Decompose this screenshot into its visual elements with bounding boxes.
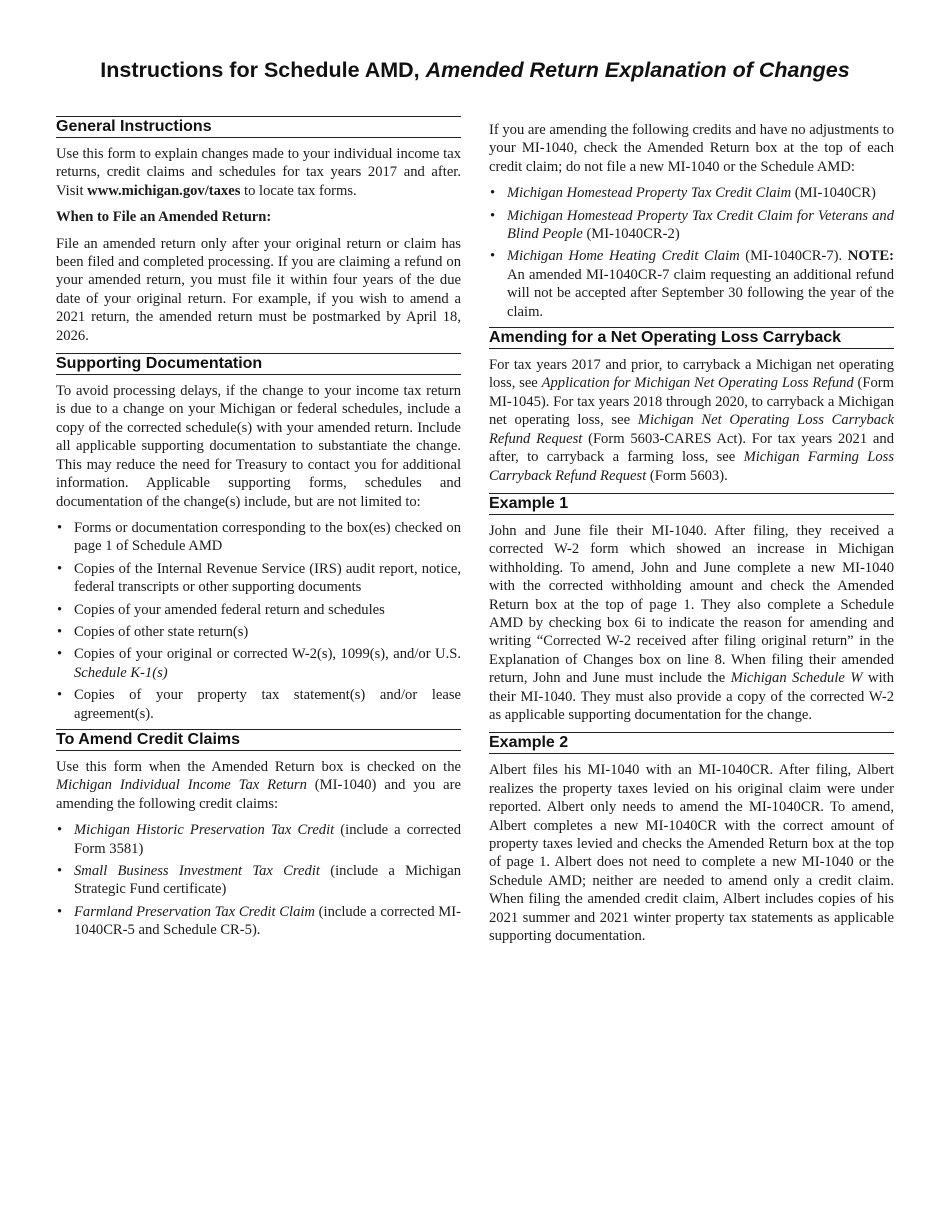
general-instructions-paragraph: Use this form to explain changes made to your individual income tax returns, credit claims and schedules for tax years 2017 and after. Visit www.michigan.gov/taxes to locate tax forms. xyxy=(56,146,461,199)
credits-intro-section xyxy=(489,121,894,321)
example-2-section xyxy=(489,732,894,945)
list-item: • Copies of your amended federal return and schedules xyxy=(56,601,461,619)
list-item: • Copies of the Internal Revenue Service (IRS) audit report, notice, federal transcripts or other supporting documents xyxy=(56,560,461,597)
list-item: • Michigan Historic Preservation Tax Credit (include a corrected Form 3581) xyxy=(56,821,461,858)
supporting-documentation-heading: Supporting Documentation xyxy=(56,353,461,375)
supporting-documentation-list xyxy=(56,519,461,723)
amend-credit-claims-heading: To Amend Credit Claims xyxy=(56,729,461,751)
nol-carryback-section xyxy=(489,327,894,485)
amend-credit-claims-paragraph: Use this form when the Amended Return box is checked on the Michigan Individual Income Tax Return (MI-1040) and you are amending the following credit claims: xyxy=(56,758,461,812)
supporting-documentation-section xyxy=(56,353,461,723)
list-item: • Copies of other state return(s) xyxy=(56,623,461,641)
credits-intro-paragraph: If you are amending the following credits and have no adjustments to your MI-1040, check the Amended Return box at the top of each credit claim; do not file a new MI-1040 or the Schedule AMD: xyxy=(489,122,894,175)
credit-claims-list xyxy=(56,821,461,939)
general-instructions-section xyxy=(56,116,461,345)
supporting-documentation-paragraph: To avoid processing delays, if the change to your income tax return is due to a change on your Michigan or federal schedules, include a copy of the corrected schedule(s) with your amended return. Include all applicable supporting documentation to substantiate the change. This may reduce the need for Treasury to contact you for additional information. Applicable supporting forms, schedules and documentation of the change(s) include, but are not limited to: xyxy=(56,383,461,510)
page-title xyxy=(0,58,950,83)
left-column xyxy=(56,116,461,946)
nol-carryback-heading: Amending for a Net Operating Loss Carryback xyxy=(489,327,894,349)
when-to-file-paragraph: File an amended return only after your original return or claim has been filed and completed processing. If you are claiming a refund on your amended return, you must file it within four years of the due date of your original return. For example, if you wish to amend a 2021 return, the amended return must be postmarked by April 18, 2026. xyxy=(56,235,461,344)
nol-carryback-paragraph: For tax years 2017 and prior, to carryback a Michigan net operating loss, see Application for Michigan Net Operating Loss Refund (Form MI-1045). For tax years 2018 through 2020, to carryback a Michigan net operating loss, see Michigan Net Operating Loss Carryback Refund Request (Form 5603-CARES Act). For tax years 2021 and after, to carryback a farming loss, see Michigan Farming Loss Carryback Refund Request (Form 5603). xyxy=(489,357,894,484)
list-item: • Michigan Home Heating Credit Claim (MI-1040CR-7). NOTE: An amended MI-1040CR-7 claim requesting an additional refund will not be accepted after September 30 following the year of the claim. xyxy=(489,247,894,321)
list-item: • Michigan Homestead Property Tax Credit Claim for Veterans and Blind People (MI-1040CR-2) xyxy=(489,207,894,244)
title-main: Instructions for Schedule AMD, xyxy=(100,58,426,82)
right-column xyxy=(489,121,894,953)
example-1-section xyxy=(489,493,894,724)
example-1-paragraph: John and June file their MI-1040. After filing, they received a corrected W-2 form which showed an increase in Michigan withholding. To amend, John and June complete a new MI-1040 with the corrected withholding amount and check the Amended Return box at the top of page 1. They also complete a Schedule AMD by checking box 6i to indicate the reason for amending and writing “Corrected W-2 received after filing original return” in the Explanation of Changes box on line 8. When filing their amended return, John and June must include the Michigan Schedule W with their MI-1040. They must also provide a copy of the corrected W-2 as applicable supporting documentation for the change. xyxy=(489,522,894,723)
list-item: • Forms or documentation corresponding to the box(es) checked on page 1 of Schedule AMD xyxy=(56,519,461,556)
title-italic: Amended Return Explanation of Changes xyxy=(425,58,850,82)
credits-intro-list xyxy=(489,184,894,321)
general-instructions-heading: General Instructions xyxy=(56,116,461,138)
list-item: • Copies of your original or corrected W-2(s), 1099(s), and/or U.S. Schedule K-1(s) xyxy=(56,645,461,682)
list-item: • Farmland Preservation Tax Credit Claim (include a corrected MI-1040CR-5 and Schedule CR-5). xyxy=(56,903,461,940)
list-item: • Michigan Homestead Property Tax Credit Claim (MI-1040CR) xyxy=(489,184,894,202)
tax-forms-link[interactable]: www.michigan.gov/taxes xyxy=(87,182,241,199)
example-2-heading: Example 2 xyxy=(489,732,894,754)
list-item: • Copies of your property tax statement(s) and/or lease agreement(s). xyxy=(56,686,461,723)
amend-credit-claims-section xyxy=(56,729,461,940)
example-1-heading: Example 1 xyxy=(489,493,894,515)
when-to-file-subheading: When to File an Amended Return: xyxy=(56,209,272,226)
example-2-paragraph: Albert files his MI-1040 with an MI-1040CR. After filing, Albert realizes the property taxes levied on his original claim were under reported. Albert only needs to amend the MI-1040CR. To amend, Albert completes a new MI-1040CR with the correct amount of property taxes levied and checks the Amended Return box at the top of page 1. Albert does not need to complete a new MI-1040 or the Schedule AMD; neither are needed to amend only a credit claim. When filing the amended credit claim, Albert includes copies of his 2021 summer and 2021 winter property tax statements as applicable supporting documentation. xyxy=(489,762,894,945)
list-item: • Small Business Investment Tax Credit (include a Michigan Strategic Fund certificate) xyxy=(56,862,461,899)
